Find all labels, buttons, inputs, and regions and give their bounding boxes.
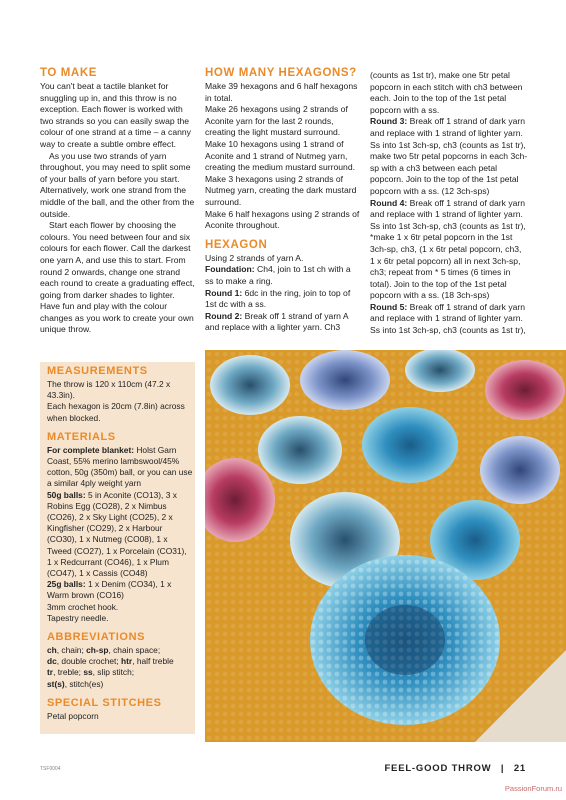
- materials-yarn: [47, 445, 193, 490]
- abbreviations-line-2: [47, 656, 193, 667]
- needle-text: Tapestry needle.: [47, 612, 109, 623]
- abbreviations-line-3: [47, 667, 193, 678]
- footer-running-title: [384, 763, 526, 774]
- abbr-dc-def: , double crochet;: [56, 656, 122, 667]
- instructions-column-continued: [370, 70, 528, 337]
- abbr-chsp: ch-sp: [86, 645, 109, 656]
- round-1-step: [205, 288, 361, 311]
- how-many-heading: HOW MANY HEXAGONS?: [205, 67, 357, 79]
- round-2-label: Round 2:: [205, 310, 243, 321]
- crochet-hexagons-illustration: [205, 350, 566, 742]
- hook-text: 3mm crochet hook.: [47, 601, 119, 612]
- round-2-continued: (counts as 1st tr), make one 5tr petal popcorn in each stitch with ch3 between each. Join to the top of the 1st petal popcorn with a ss.: [370, 70, 523, 115]
- round-4-step: [370, 198, 528, 302]
- round-5-text: Break off 1 strand of dark yarn and replace with 1 strand of lighter yarn. Ss into 1st 3ch-sp, ch3 (counts as 1st tr),: [370, 301, 526, 336]
- round-2-text: Break off 1 strand of yarn A and replace with a lighter yarn. Ch3: [205, 310, 349, 333]
- abbr-ss-def: , slip stitch;: [92, 667, 135, 678]
- round-1-label: Round 1:: [205, 287, 243, 298]
- footer-separator: |: [500, 763, 505, 774]
- instructions-column: [205, 66, 361, 334]
- hexagon-heading: HEXAGON: [205, 238, 268, 251]
- to-make-column: [40, 66, 195, 336]
- measurements-text-1: The throw is 120 x 110cm (47.2 x 43.3in).: [47, 379, 171, 401]
- abbr-chsp-def: , chain space;: [108, 645, 161, 656]
- how-many-paragraph-2: Make 26 hexagons using 2 strands of Aconite yarn for the last 2 rounds, creating the light mustard surround.: [205, 104, 348, 138]
- special-stitches-text: Petal popcorn: [47, 710, 99, 721]
- balls-50g-label: 50g balls:: [47, 489, 86, 500]
- info-sidebar: [40, 362, 195, 734]
- abbr-htr: htr: [121, 656, 133, 667]
- balls-25g: [47, 579, 193, 601]
- balls-50g: [47, 490, 193, 580]
- foundation-text: Ch4, join to 1st ch with a ss to make a ring.: [205, 264, 351, 286]
- footer-code: TSF0004: [40, 766, 61, 772]
- abbr-tr-def: , treble;: [53, 667, 84, 678]
- round-1-text: 6dc in the ring, join to top of 1st dc with a ss.: [205, 287, 351, 310]
- materials-label: For complete blanket:: [47, 444, 135, 455]
- abbr-st-def: , stitch(es): [64, 678, 104, 689]
- balls-25g-label: 25g balls:: [47, 579, 86, 590]
- page-number: 21: [513, 763, 526, 774]
- abbr-ch-def: , chain;: [56, 645, 87, 656]
- abbr-dc: dc: [47, 656, 57, 667]
- how-many-paragraph-5: Make 6 half hexagons using 2 strands of Aconite throughout.: [205, 208, 360, 231]
- round-2-step: [205, 311, 361, 334]
- round-3-text: Break off 1 strand of dark yarn and replace with 1 strand of lighter yarn. Ss into 1st 3ch-sp, ch3 (counts as 1st tr), make two 5tr petal popcorns in each 3ch-sp with a ch3 between each petal popcorn. Join to the top of the 1st petal popcorn with a ss. (12 3ch-sps): [370, 116, 528, 196]
- foundation-label: Foundation:: [205, 264, 255, 275]
- round-5-step: [370, 302, 528, 337]
- measurements-heading: MEASUREMENTS: [47, 365, 148, 377]
- how-many-paragraph-3: Make 10 hexagons using 1 strand of Aconite and 1 strand of Nutmeg yarn, creating the medium mustard surround.: [205, 138, 355, 173]
- abbreviations-heading: ABBREVIATIONS: [47, 631, 146, 644]
- foundation-step: [205, 264, 361, 287]
- round-3-step: [370, 116, 528, 197]
- abbr-tr: tr: [47, 667, 54, 678]
- materials-heading: MATERIALS: [47, 430, 116, 443]
- how-many-paragraph-4: Make 3 hexagons using 2 strands of Nutmeg yarn, creating the dark mustard surround.: [205, 173, 357, 207]
- how-many-paragraph-1: Make 39 hexagons and 6 half hexagons in total.: [205, 81, 358, 103]
- special-stitches-heading: SPECIAL STITCHES: [47, 696, 162, 709]
- throw-photo: [205, 350, 566, 742]
- abbreviations-line-4: [47, 679, 193, 690]
- to-make-paragraph-3: Start each flower by choosing the colours. You need between four and six colours for each flower. Call the darkest one yarn A, and use this to start. From round 2 onwards, change one strand each round to create a graduating effect, going from darker shades to lighter. Have fun and play with the colour changes as you work to create your own unique throw.: [40, 220, 195, 335]
- to-make-paragraph-1: You can't beat a tactile blanket for snuggling up in, and this throw is no exception. Each flower is worked with two strands so you can easily swap the colour of one strand at a time – a canny way to create a subtle ombre effect.: [40, 81, 191, 149]
- measurements-text-2: Each hexagon is 20cm (7.8in) across when blocked.: [47, 401, 185, 423]
- to-make-paragraph-2: As you use two strands of yarn throughout, you may need to split some of your balls of yarn before you start. Alternatively, work one strand from the middle of the ball, and the other from the outside.: [40, 150, 195, 219]
- round-3-label: Round 3:: [370, 116, 408, 127]
- footer-title-text: FEEL-GOOD THROW: [384, 763, 492, 774]
- abbr-st: st(s): [47, 678, 65, 689]
- abbr-ss: ss: [83, 667, 93, 678]
- abbreviations-line-1: [47, 645, 193, 656]
- round-4-text: Break off 1 strand of dark yarn and replace with 1 strand of lighter yarn. Ss into 1st 3ch-sp, ch3 (counts as 1st tr), *make 1 x 6tr petal popcorn in the 1st 3ch-sp, ch3, (1 x 6tr petal popcorn, ch3, 1 x 6tr petal popcorn) all in next 3ch-sp, ch3; repeat from * 5 times (6 times in total). Join to the top of the 1st petal popcorn with a ss. (18 3ch-sps): [370, 197, 526, 301]
- hexagon-intro: Using 2 strands of yarn A.: [205, 252, 304, 263]
- round-5-label: Round 5:: [370, 301, 408, 312]
- abbr-ch: ch: [47, 645, 57, 656]
- balls-25g-text: 1 x Denim (CO34), 1 x Warm brown (CO16): [47, 579, 172, 601]
- to-make-heading: TO MAKE: [40, 67, 98, 79]
- round-4-label: Round 4:: [370, 197, 408, 208]
- abbr-htr-def: , half treble: [132, 656, 174, 667]
- watermark: PassionForum.ru: [504, 784, 562, 793]
- balls-50g-text: 5 in Aconite (CO13), 3 x Robins Egg (CO28), 2 x Nimbus (CO26), 2 x Sky Light (CO25), 2 x Kingfisher (CO29), 2 x Harbour (CO30), 1 x Nutmeg (CO08), 1 x Tweed (CO27), 1 x Porcelain (CO31), 1 x Redcurrant (CO46), 1 x Plum (CO47), 1 x Cassis (CO48): [47, 489, 187, 579]
- materials-yarn-text: Holst Garn Coast, 55% merino lambswool/45% cotton, 50g (350m) ball, or you can use a similar 4ply weight yarn: [47, 444, 193, 489]
